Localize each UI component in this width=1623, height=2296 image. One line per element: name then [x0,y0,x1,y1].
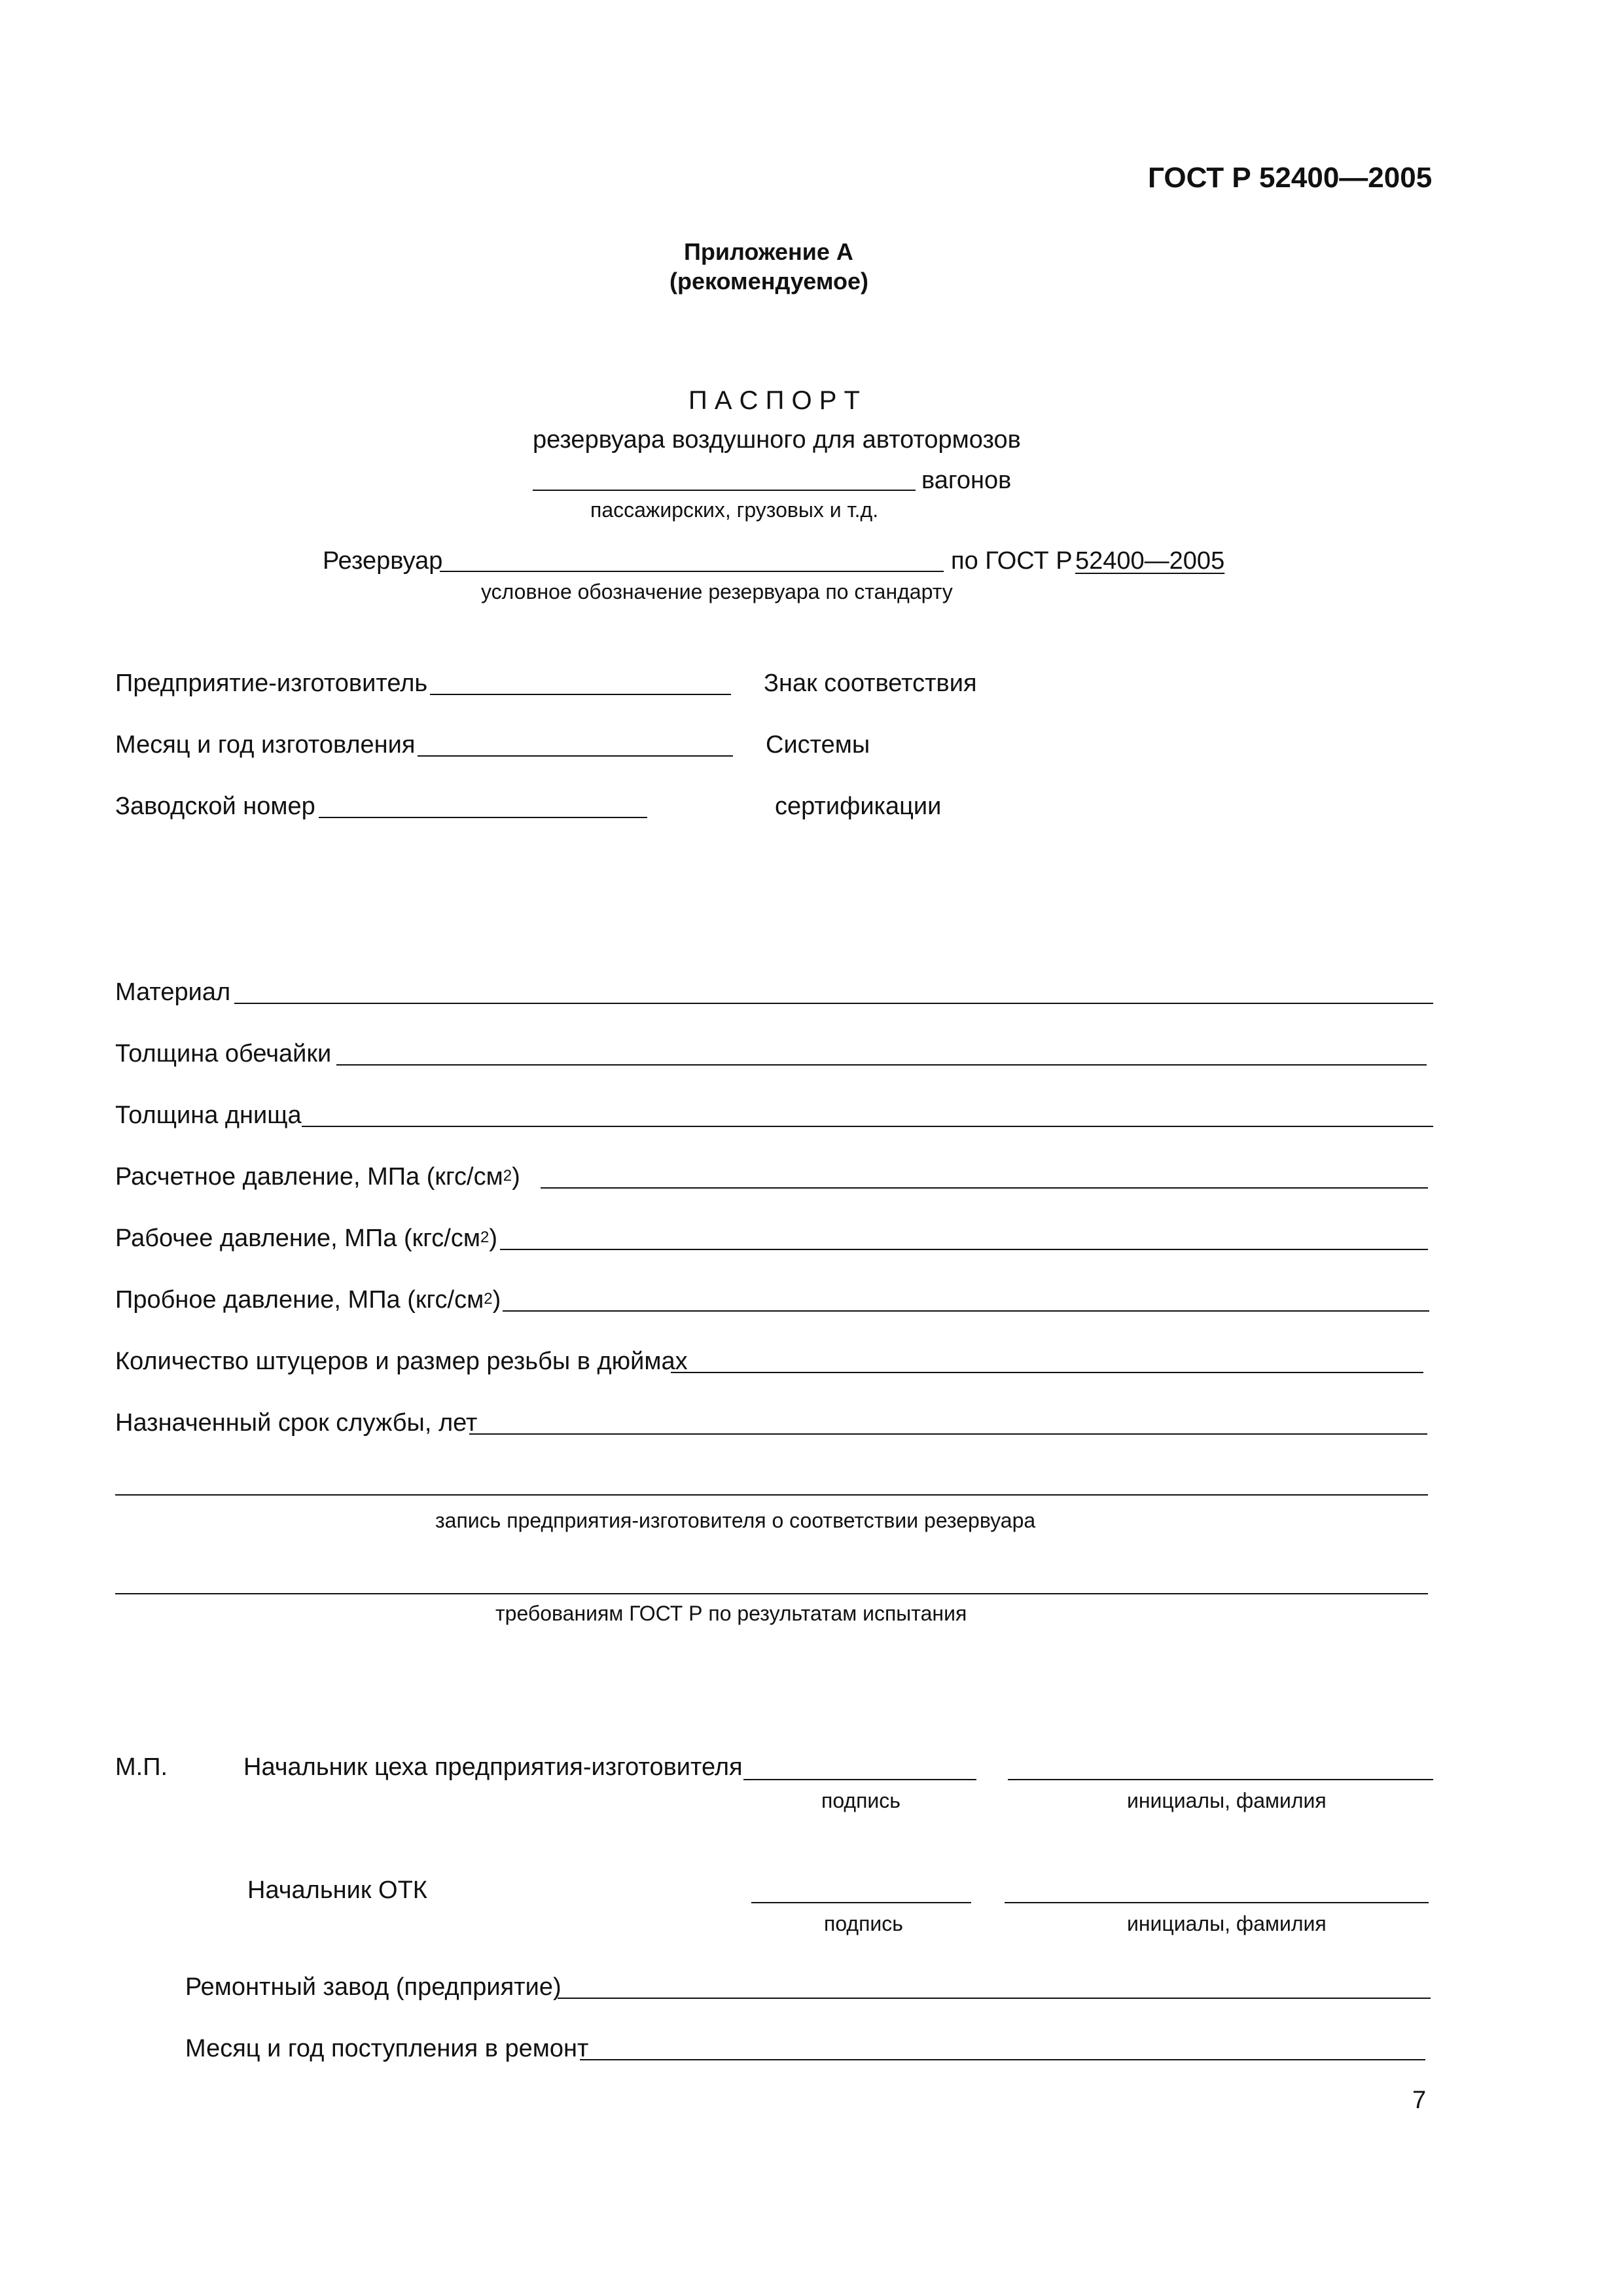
passport-title: П А С П О Р Т [688,386,860,415]
repair-plant-line[interactable] [558,1998,1431,1999]
repair-plant-label: Ремонтный завод (предприятие) [185,1973,562,2001]
repair-date-line[interactable] [580,2059,1425,2060]
shop-chief-signature-line[interactable] [743,1779,976,1780]
passport-subtitle: резервуара воздушного для автотормозов [533,426,1021,454]
qc-chief-name-hint: инициалы, фамилия [1127,1912,1327,1935]
reservoir-per-standard: по ГОСТ Р [951,547,1073,575]
conformity-mark-line1: Знак соответствия [764,670,977,697]
repair-date-label: Месяц и год поступления в ремонт [185,2035,589,2062]
qc-chief-signature-hint: подпись [824,1912,903,1935]
serial-number-line[interactable] [319,817,647,818]
service-life-line[interactable] [469,1433,1427,1435]
page-number: 7 [1412,2087,1427,2114]
reservoir-designation-line[interactable] [440,571,944,572]
qc-chief-name-line[interactable] [1005,1902,1429,1903]
stamp-label: М.П. [115,1753,168,1781]
record-line-1[interactable] [115,1494,1428,1496]
appendix-status: (рекомендуемое) [669,268,868,295]
shop-chief-name-hint: инициалы, фамилия [1127,1789,1327,1812]
record-hint-2: требованиям ГОСТ Р по результатам испытания [495,1602,967,1625]
shell-thickness-line[interactable] [336,1064,1427,1066]
reservoir-label: Резервуар [323,547,443,575]
fittings-label: Количество штуцеров и размер резьбы в дюймах [115,1348,688,1375]
reservoir-standard-number: 52400—2005 [1075,547,1225,575]
working-pressure-line[interactable] [500,1249,1428,1250]
shop-chief-name-line[interactable] [1008,1779,1433,1780]
test-pressure-label: Пробное давление, МПа $(кгс/см^2)$ [115,1286,501,1314]
working-pressure-label: Рабочее давление, МПа $(кгс/см^2)$ [115,1225,497,1252]
shop-chief-label: Начальник цеха предприятия-изготовителя [243,1753,743,1781]
bottom-thickness-label: Толщина днища [115,1102,302,1129]
shop-chief-signature-hint: подпись [821,1789,901,1812]
serial-number-label: Заводской номер [115,793,315,820]
wagons-word: вагонов [921,467,1012,494]
record-line-2[interactable] [115,1593,1428,1594]
design-pressure-label: Расчетное давление, МПа $(кгс/см^2)$ [115,1163,520,1191]
fittings-line[interactable] [671,1372,1423,1373]
test-pressure-line[interactable] [503,1310,1429,1312]
shell-thickness-label: Толщина обечайки [115,1040,332,1067]
standard-number: ГОСТ Р 52400—2005 [1148,162,1433,194]
service-life-label: Назначенный срок службы, лет [115,1409,478,1437]
record-hint-1: запись предприятия-изготовителя о соответствии резервуара [435,1509,1036,1532]
enterprise-label: Предприятие-изготовитель [115,670,428,697]
appendix-title: Приложение А [684,238,853,265]
design-pressure-line[interactable] [541,1187,1428,1189]
manufacture-date-label: Месяц и год изготовления [115,731,416,759]
wagon-type-line[interactable] [533,490,916,491]
reservoir-designation-hint: условное обозначение резервуара по стандарту [481,580,953,603]
material-line[interactable] [234,1003,1433,1004]
conformity-mark-line2: Системы [766,731,870,759]
manufacture-date-line[interactable] [418,755,733,757]
qc-chief-label: Начальник ОТК [247,1876,427,1904]
material-label: Материал [115,978,231,1006]
qc-chief-signature-line[interactable] [751,1902,971,1903]
conformity-mark-line3: сертификации [775,793,942,820]
bottom-thickness-line[interactable] [302,1126,1433,1127]
wagon-type-hint: пассажирских, грузовых и т.д. [590,498,879,522]
enterprise-line[interactable] [430,694,731,695]
